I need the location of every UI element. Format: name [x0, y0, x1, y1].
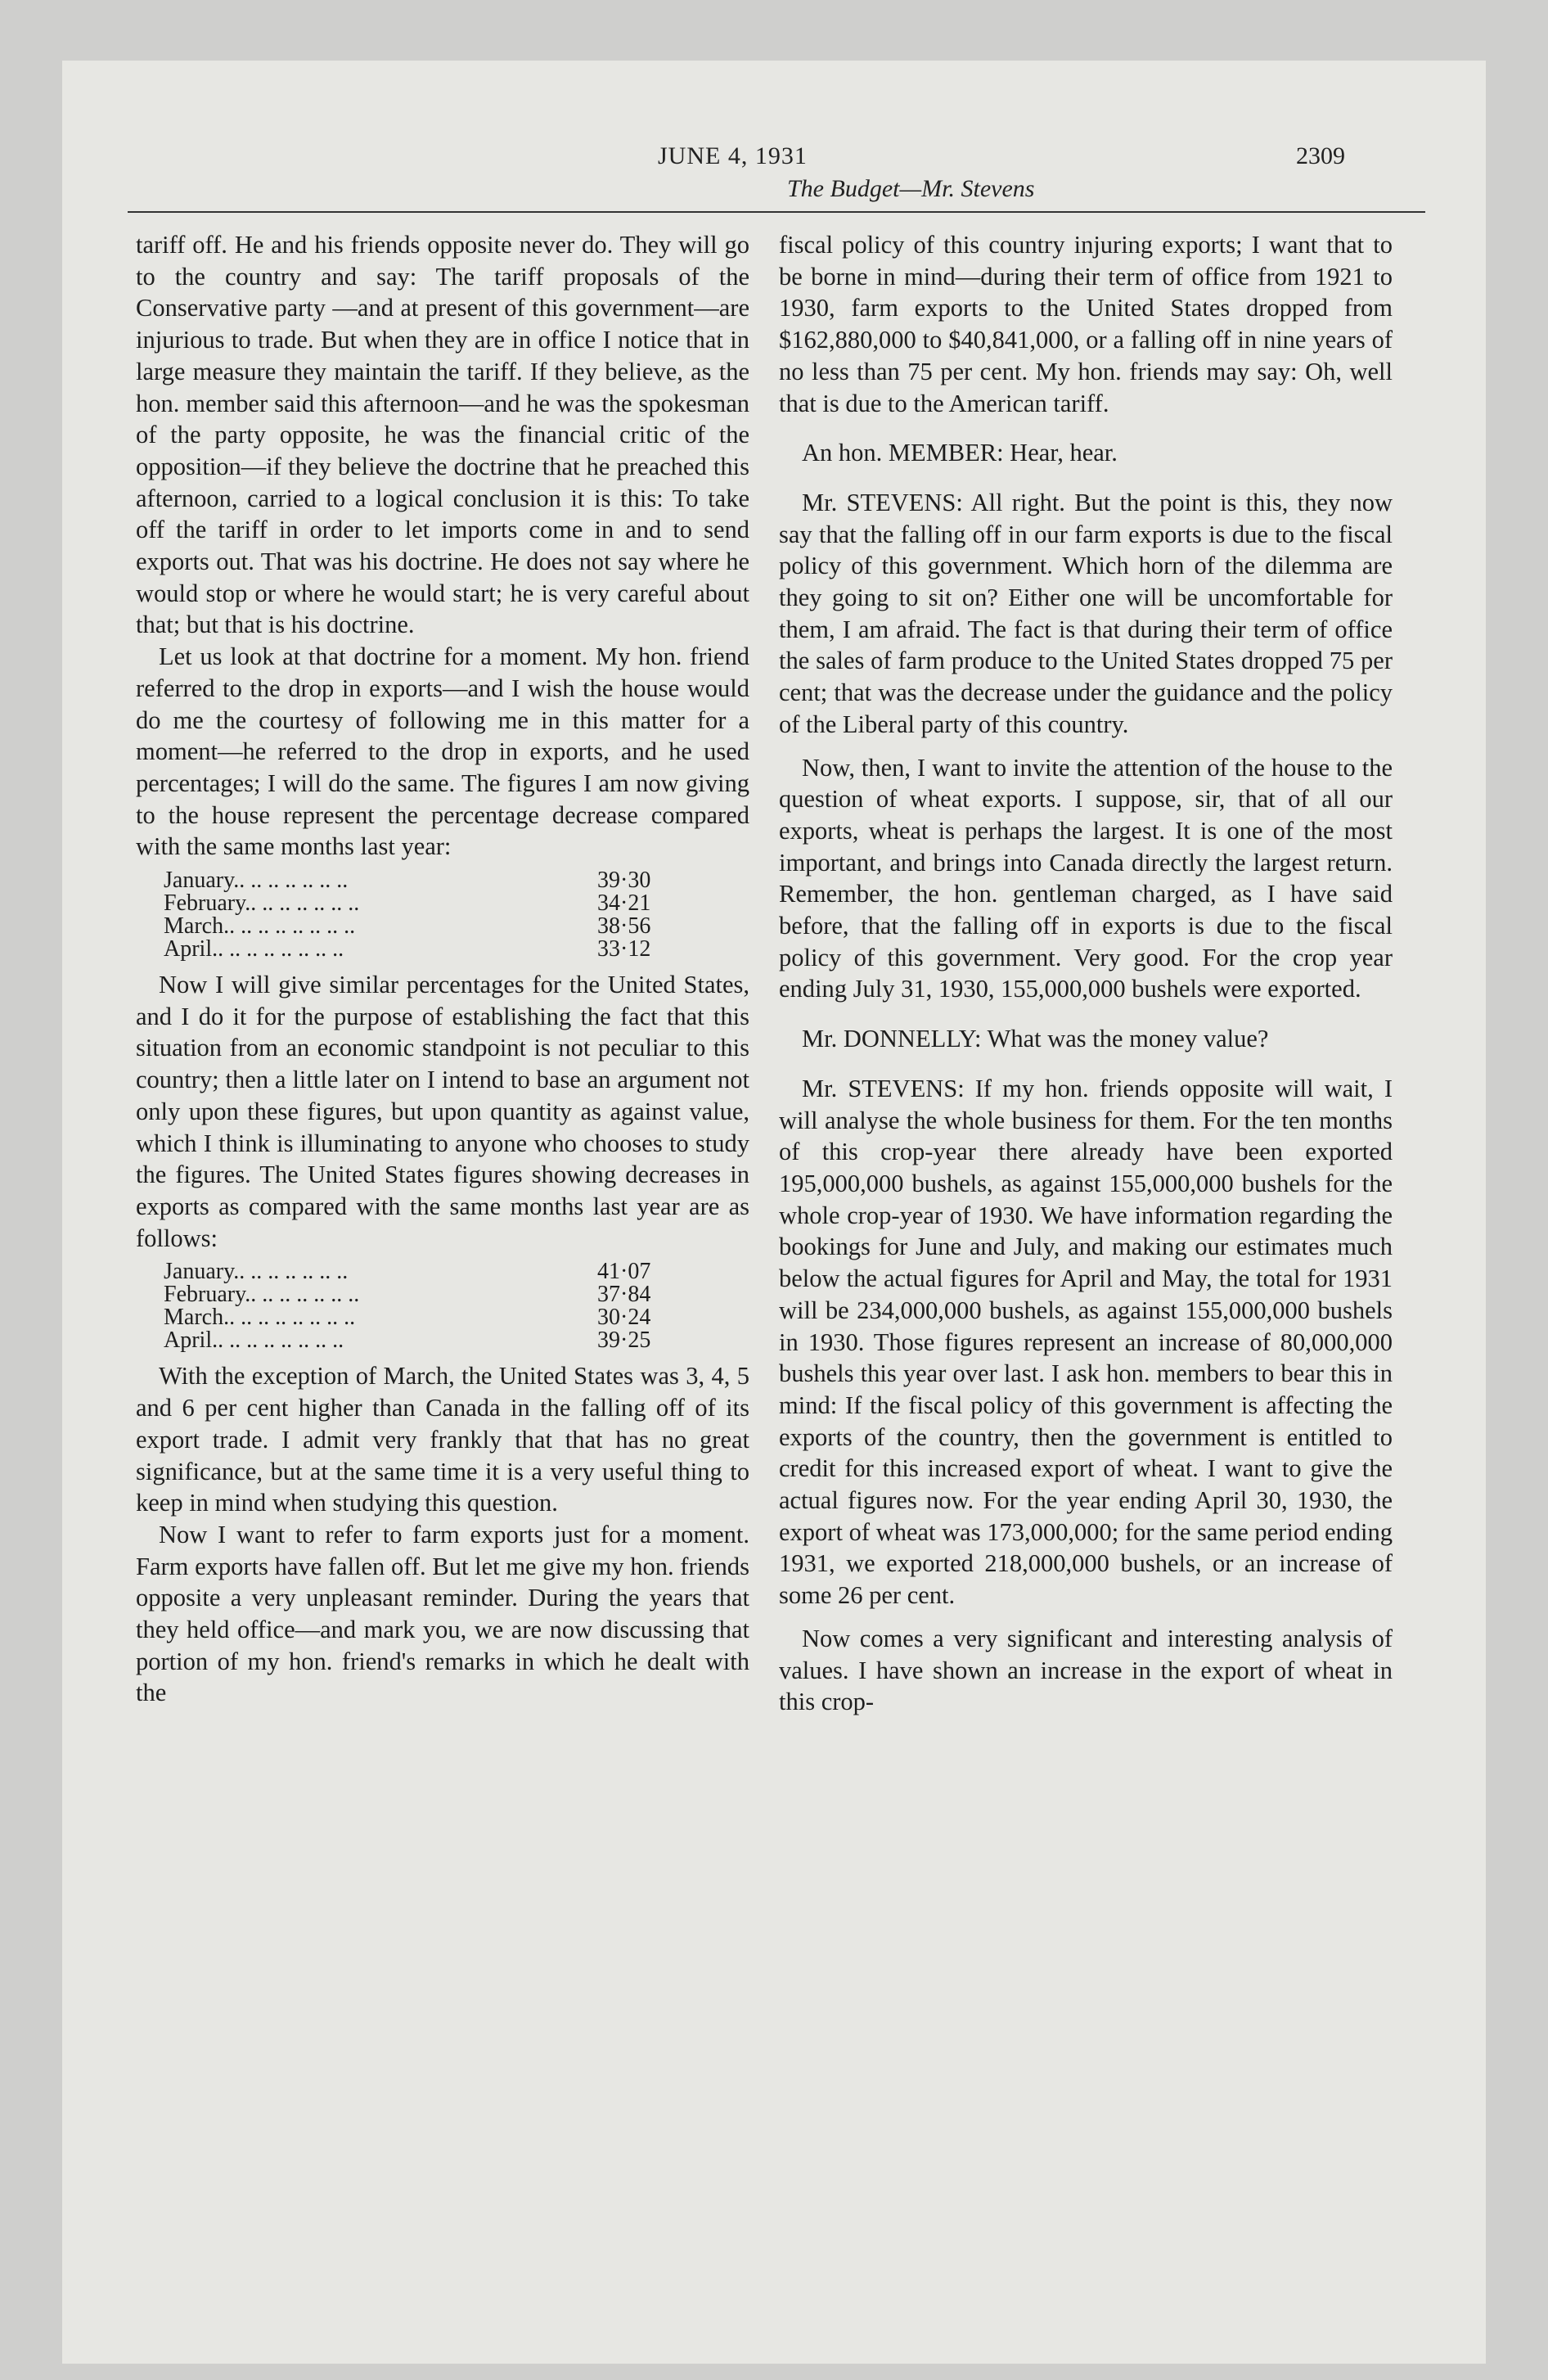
value-cell: 39·25: [597, 1327, 651, 1354]
page-sheet: [62, 61, 1486, 2364]
value-cell: 34·21: [597, 890, 651, 917]
left-paragraph-5: Now I want to refer to farm exports just for a moment. Farm exports have fallen off. But let me give my hon. friends opposite a very unpleasant reminder. During the years that they held office—and mark you, we are now discussing that portion of my hon. friend's remarks in which he dealt with the: [136, 1520, 749, 1707]
month-cell: February.. .. .. .. .. .. ..: [164, 890, 360, 917]
table-row: [164, 892, 650, 915]
value-cell: 37·84: [597, 1282, 651, 1308]
month-cell: February.. .. .. .. .. .. ..: [164, 1282, 360, 1308]
table-row: [164, 1260, 650, 1283]
month-cell: April.. .. .. .. .. .. .. ..: [164, 1327, 344, 1354]
right-column: [779, 229, 1393, 1718]
right-paragraph-7: Now comes a very significant and interesting analysis of values. I have shown an increase in the export of wheat in this crop-: [779, 1624, 1393, 1716]
table-row: [164, 938, 650, 961]
header-rule: [128, 211, 1425, 213]
value-cell: 33·12: [597, 936, 651, 962]
right-paragraph-1: fiscal policy of this country injuring exports; I want that to be borne in mind—during their term of office from 1921 to 1930, farm exports to the United States dropped from $162,880,000 to $40,841,000, or a falling off in nine years of no less than 75 per cent. My hon. friends may say: Oh, well that is due to the American tariff.: [779, 231, 1393, 417]
value-cell: 39·30: [597, 868, 651, 894]
table-row: [164, 1306, 650, 1329]
month-cell: January.. .. .. .. .. .. ..: [164, 1259, 349, 1285]
header-date: JUNE 4, 1931: [658, 142, 808, 169]
value-cell: 30·24: [597, 1305, 651, 1331]
us-decrease-table: [164, 1260, 650, 1352]
right-paragraph-6: Mr. STEVENS: If my hon. friends opposite will wait, I will analyse the whole business for them. For the ten months of this crop-year there already have been exported 195,000,000 bushels, as against 155,000,000 bushels for the whole crop-year of 1930. We have information regarding the bookings for June and July, and making our estimates much below the actual figures for April and May, the total for 1931 will be 234,000,000 bushels, as against 155,000,000 bushels in 1930. Those figures represent an increase of 80,000,000 bushels this year over last. I ask hon. members to bear this in mind: If the fiscal policy of this government is affecting the exports of the country, then the government is entitled to credit for this increased export of wheat. I want to give the actual figures now. For the year ending April 30, 1930, the export of wheat was 173,000,000; for the same period ending 1931, we exported 218,000,000 bushels, or an increase of some 26 per cent.: [779, 1074, 1393, 1610]
left-paragraph-3: Now I will give similar percentages for the United States, and I do it for the purpose of establishing the fact that this situation from an economic standpoint is not peculiar to this country; then a little later on I intend to base an argument not only upon these figures, but upon quantity as against value, which I think is illuminating to anyone who chooses to study the figures. The United States figures showing decreases in exports as compared with the same months last year are as follows:: [136, 971, 749, 1252]
table-row: [164, 915, 650, 938]
table-row: [164, 1329, 650, 1352]
left-paragraph-2: Let us look at that doctrine for a moment. My hon. friend referred to the drop in exports—and I wish the house would do me the courtesy of following me in this matter for a moment—he referred to the drop in exports, and he used percentages; I will do the same. The figures I am now giving to the house represent the percentage decrease compared with the same months last year:: [136, 642, 749, 861]
left-column: [136, 229, 749, 1709]
header-subject: The Budget—Mr. Stevens: [787, 175, 1035, 202]
left-paragraph-1: tariff off. He and his friends opposite never do. They will go to the country and say: The tariff proposals of the Conservative party —and at present of this government—are injurious to trade. But when they are in office I notice that in large measure they maintain the tariff. If they believe, as the hon. member said this afternoon—and he was the spokesman of the party opposite, he was the financial critic of the opposition—if they believe the doctrine that he preached this afternoon, carried to a logical conclusion it is this: To take off the tariff in order to let imports come in and to send exports out. That was his doctrine. He does not say where he would stop or where he would start; he is very careful about that; but that is his doctrine.: [136, 231, 749, 639]
month-cell: March.. .. .. .. .. .. .. ..: [164, 913, 356, 940]
right-paragraph-3: Mr. STEVENS: All right. But the point is this, they now say that the falling off in our farm exports is due to the fiscal policy of this government. Which horn of the dilemma are they going to sit on? Either one will be uncomfortable for them, I am afraid. The fact is that during their term of office the sales of farm produce to the United States dropped 75 per cent; that was the decrease under the guidance and the policy of the Liberal party of this country.: [779, 488, 1393, 738]
page-number: 2309: [1296, 142, 1345, 169]
value-cell: 41·07: [597, 1259, 651, 1285]
canada-decrease-table: [164, 869, 650, 961]
month-cell: January.. .. .. .. .. .. ..: [164, 868, 349, 894]
left-paragraph-4: With the exception of March, the United States was 3, 4, 5 and 6 per cent higher than Canada in the falling off of its export trade. I admit very frankly that that has no great significance, but at the same time it is a very useful thing to keep in mind when studying this question.: [136, 1362, 749, 1517]
month-cell: April.. .. .. .. .. .. .. ..: [164, 936, 344, 962]
table-row: [164, 869, 650, 892]
right-paragraph-5: Mr. DONNELLY: What was the money value?: [802, 1025, 1269, 1053]
right-paragraph-4: Now, then, I want to invite the attention of the house to the question of wheat exports. I suppose, sir, that of all our exports, wheat is perhaps the largest. It is one of the most important, and brings into Canada directly the largest return. Remember, the hon. gentleman charged, as I have said before, that the falling off in exports is due to the fiscal policy of this government. Very good. For the crop year ending July 31, 1930, 155,000,000 bushels were exported.: [779, 753, 1393, 1003]
table-row: [164, 1283, 650, 1306]
value-cell: 38·56: [597, 913, 651, 940]
right-paragraph-2: An hon. MEMBER: Hear, hear.: [802, 439, 1118, 467]
month-cell: March.. .. .. .. .. .. .. ..: [164, 1305, 356, 1331]
